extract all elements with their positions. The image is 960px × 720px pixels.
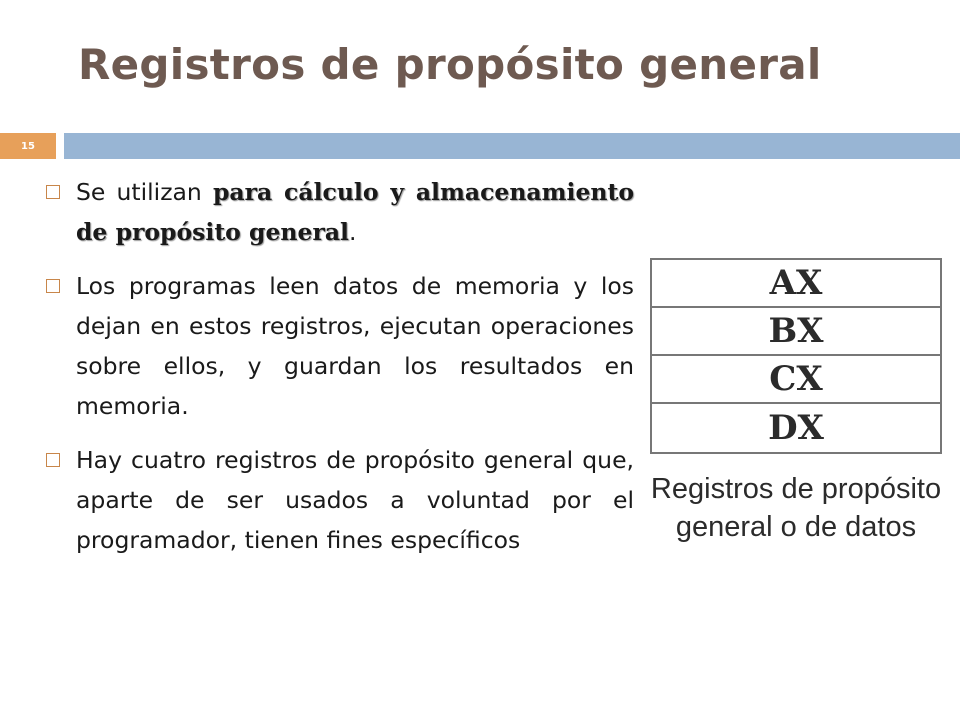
square-bullet-icon xyxy=(46,279,60,293)
square-bullet-icon xyxy=(46,453,60,467)
figure-caption: Registros de propósito general o de datos xyxy=(650,473,942,543)
bullet-item xyxy=(46,266,634,426)
register-cx: CX xyxy=(652,356,940,404)
register-ax: AX xyxy=(652,260,940,308)
page-number-badge: 15 xyxy=(0,133,56,159)
bullet-text: Hay cuatro registros de propósito general que, aparte de ser usados a voluntad por el programador, tienen fines específicos xyxy=(76,446,634,554)
bullet-item xyxy=(46,440,634,560)
bullet-list xyxy=(46,172,634,574)
register-bx: BX xyxy=(652,308,940,356)
bullet-item xyxy=(46,172,634,252)
square-bullet-icon xyxy=(46,185,60,199)
bullet-text-prefix: Se utilizan xyxy=(76,178,213,206)
bullet-text xyxy=(76,172,634,252)
bullet-text-emphasis: para cálculo y almacenamiento de propósito general xyxy=(76,178,635,246)
bullet-text: Los programas leen datos de memoria y los dejan en estos registros, ejecutan operaciones sobre ellos, y guardan los resultados en memoria. xyxy=(76,272,634,420)
register-dx: DX xyxy=(768,408,824,448)
bullet-text-suffix: . xyxy=(348,218,357,246)
header-rule xyxy=(64,133,960,159)
slide-title: Registros de propósito general xyxy=(78,40,822,89)
register-diagram xyxy=(650,258,942,454)
